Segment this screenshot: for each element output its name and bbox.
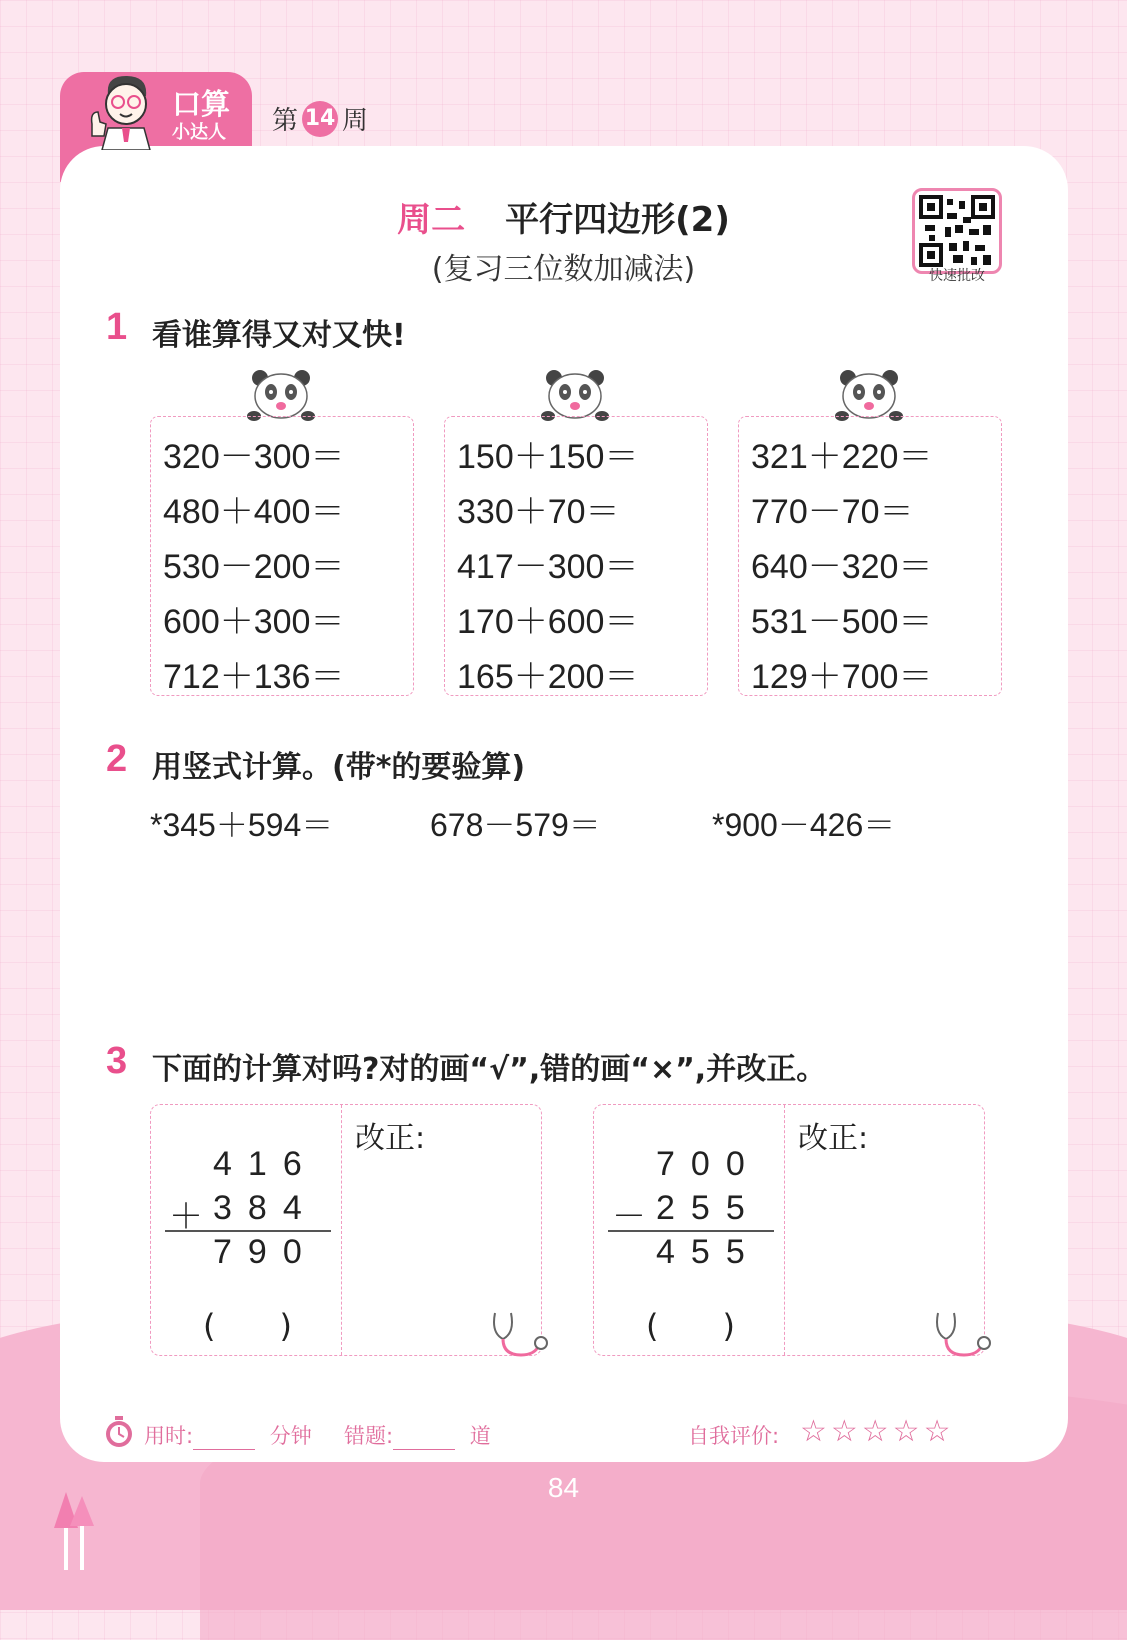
time-unit: 分钟: [269, 1424, 312, 1448]
addend-bottom: 384: [213, 1189, 318, 1227]
calc-item: 712＋136＝: [163, 658, 345, 696]
calc-item: 170＋600＝: [457, 603, 639, 641]
question-1-number: 1: [106, 306, 128, 348]
calc-item: 320－300＝: [163, 438, 345, 476]
stethoscope-icon: [932, 1309, 996, 1361]
clock-icon: [104, 1416, 134, 1448]
week-prefix: 第: [272, 106, 299, 136]
time-blank[interactable]: [193, 1425, 255, 1450]
title-topic: 平行四边形(2): [505, 200, 730, 240]
rating-label: 自我评价:: [688, 1424, 780, 1448]
errors-label: 错题:: [344, 1424, 394, 1448]
check-problem-2: [593, 1104, 985, 1356]
question-2-text: 用竖式计算。(带*的要验算): [152, 750, 526, 785]
week-number-badge: 14: [302, 101, 338, 137]
sum-rule: [165, 1230, 331, 1232]
calc-item: 417－300＝: [457, 548, 639, 586]
errors-unit: 道: [469, 1424, 491, 1448]
calc-item: 129＋700＝: [751, 658, 933, 696]
calc-item: 150＋150＝: [457, 438, 639, 476]
check-divider: [341, 1105, 342, 1355]
brand-subtitle: 小达人: [172, 122, 226, 143]
star-rating[interactable]: ☆☆☆☆☆: [800, 1414, 955, 1449]
calc-item: 480＋400＝: [163, 493, 345, 531]
subtrahend: 255: [656, 1189, 761, 1227]
fix-label: 改正:: [798, 1121, 869, 1156]
brand-title: 口算: [172, 87, 231, 121]
answer-paren[interactable]: ( ): [203, 1307, 292, 1345]
week-label: [272, 100, 368, 137]
qr-caption: 快速批改: [929, 268, 985, 284]
result: 790: [213, 1233, 318, 1271]
calc-item: 600＋300＝: [163, 603, 345, 641]
qr-code-icon[interactable]: [912, 188, 1002, 274]
check-problem-1: [150, 1104, 542, 1356]
question-1-text: 看谁算得又对又快!: [152, 318, 406, 353]
sum-rule: [608, 1230, 774, 1232]
title-day: 周二: [397, 200, 466, 240]
calc-item: 640－320＝: [751, 548, 933, 586]
calc-box-1: [150, 416, 414, 696]
errors-field: [344, 1420, 491, 1450]
question-3-text: 下面的计算对吗?对的画“√”,错的画“×”,并改正。: [152, 1052, 827, 1087]
operator: －: [612, 1198, 646, 1236]
answer-paren[interactable]: ( ): [646, 1307, 735, 1345]
addend-top: 416: [213, 1145, 318, 1183]
result: 455: [656, 1233, 761, 1271]
errors-blank[interactable]: [393, 1425, 455, 1450]
calc-item: 165＋200＝: [457, 658, 639, 696]
mascot-boy-icon: [78, 72, 168, 150]
time-label: 用时:: [144, 1424, 194, 1448]
check-divider: [784, 1105, 785, 1355]
calc-item: 530－200＝: [163, 548, 345, 586]
stethoscope-icon: [489, 1309, 553, 1361]
question-3-number: 3: [106, 1040, 128, 1082]
week-suffix: 周: [342, 106, 369, 136]
question-2-number: 2: [106, 738, 128, 780]
page-number: 84: [547, 1472, 580, 1503]
vertical-calc-item: *345＋594＝: [150, 807, 334, 843]
page-subtitle: (复习三位数加减法): [431, 252, 696, 287]
calc-box-2: [444, 416, 708, 696]
calc-item: 531－500＝: [751, 603, 933, 641]
vertical-calc-item: *900－426＝: [712, 807, 896, 843]
minuend: 700: [656, 1145, 761, 1183]
time-field: [144, 1420, 312, 1450]
operator: ＋: [169, 1198, 203, 1236]
calc-item: 321＋220＝: [751, 438, 933, 476]
calc-item: 330＋70＝: [457, 493, 620, 531]
fix-label: 改正:: [355, 1121, 426, 1156]
calc-item: 770－70＝: [751, 493, 914, 531]
vertical-calc-item: 678－579＝: [430, 807, 601, 843]
calc-box-3: [738, 416, 1002, 696]
